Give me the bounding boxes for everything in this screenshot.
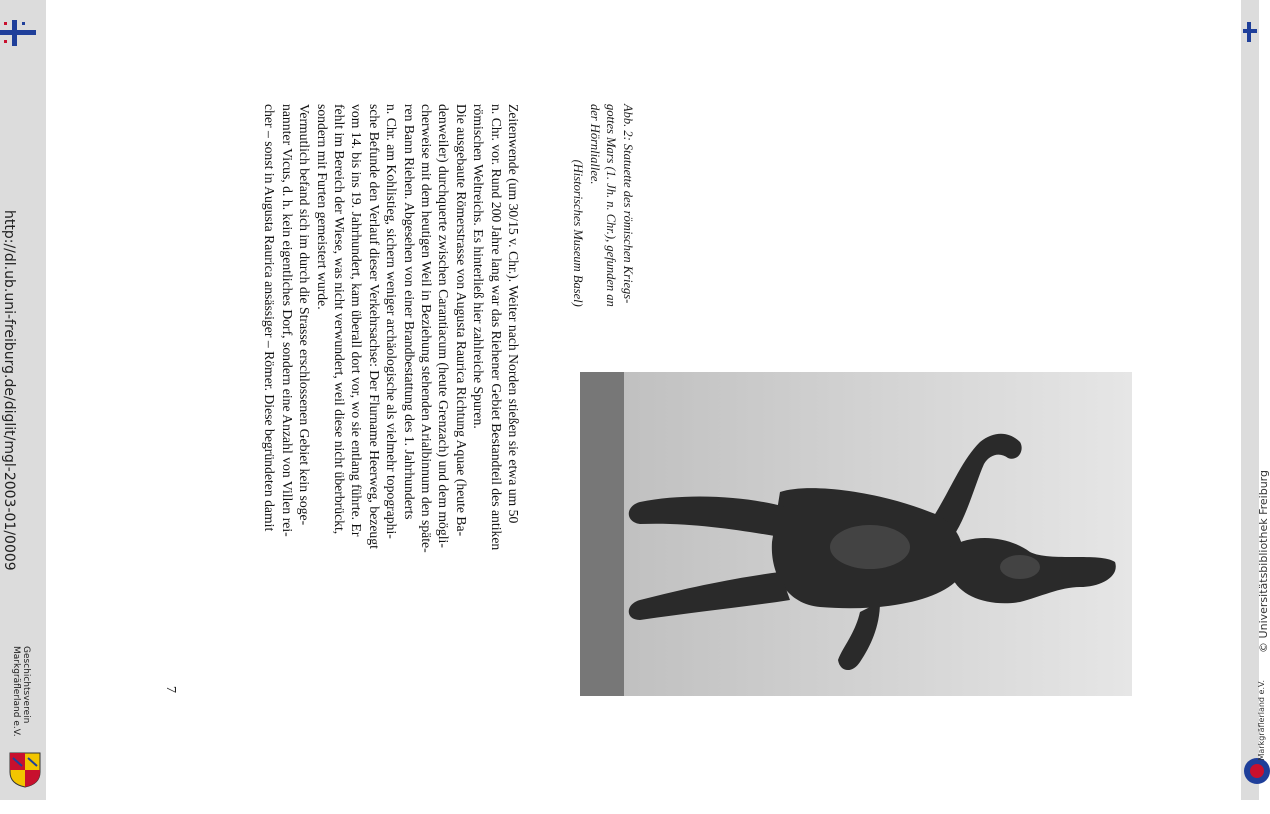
right-margin-copyright: © Universitätsbibliothek Freiburg bbox=[1257, 470, 1270, 653]
statuette-figure-icon bbox=[580, 372, 1132, 696]
right-margin-seal-icon bbox=[1243, 756, 1257, 786]
text-line: n. Chr. am Kohlistieg, sichern weniger archäologische als vielmehr topographi- bbox=[384, 104, 400, 539]
society-name bbox=[11, 646, 31, 737]
article-body bbox=[261, 104, 522, 694]
right-margin-logo-icon bbox=[1243, 20, 1257, 44]
society-name-line1: Geschichtsverein bbox=[21, 646, 31, 724]
coat-of-arms-icon bbox=[9, 752, 41, 788]
mars-statuette-photo bbox=[580, 372, 1132, 696]
text-line: Zeitenwende (um 30/15 v. Chr.). Weiter nach Norden stießen sie etwa um 50 bbox=[506, 104, 521, 524]
text-line: Vermutlich befand sich im durch die Strasse erschlossenen Gebiet kein soge- bbox=[297, 104, 313, 526]
text-line: cherweise mit dem heutigen Weil in Beziehung stehenden Arialbinnum den späte- bbox=[418, 104, 434, 553]
text-line: sondern mit Furten gemeistert wurde. bbox=[314, 104, 330, 310]
text-line: nannter Vicus, d. h. kein eigentliches Dorf, sondern eine Anzahl von Villen rei- bbox=[279, 104, 295, 537]
caption-line: gottes Mars (1. Jh. n. Chr.), gefunden an bbox=[604, 104, 619, 307]
society-name-line2: Markgräflerland e.V. bbox=[11, 646, 21, 737]
caption-line: Abb. 2: Statuette des römischen Kriegs- bbox=[621, 104, 635, 304]
text-line: cher – sonst in Augusta Raurica ansässiger – Römer. Diese begründeten damit bbox=[262, 104, 278, 532]
text-line: denweiler) durchquerte zwischen Carantiacum (heute Grenzach) und dem mögli- bbox=[436, 104, 452, 548]
text-line: vom 14. bis ins 19. Jahrhundert, kam überall dort vor, wo sie entlang führte. Er bbox=[349, 104, 365, 537]
caption-line: der Hörnliallee. bbox=[588, 104, 602, 185]
right-margin-society: Markgräflerland e.V. bbox=[1257, 680, 1266, 761]
text-line: n. Chr. vor. Rund 200 Jahre lang war das Riehener Gebiet Bestandteil des antiken bbox=[488, 104, 504, 551]
document-url[interactable]: http://dl.ub.uni-freiburg.de/diglit/mgl-2003-01/0009 bbox=[1, 210, 17, 571]
caption-credit: (Historisches Museum Basel) bbox=[571, 159, 586, 307]
text-line: römischen Weltreichs. Es hinterließ hier zahlreiche Spuren. bbox=[471, 104, 487, 429]
figure-caption bbox=[570, 104, 636, 307]
text-line: Die ausgebaute Römerstrasse von Augusta Raurica Richtung Aquae (heute Ba- bbox=[453, 104, 469, 537]
text-line: fehlt im Bereich der Wiese, was nicht verwundert, weil diese nicht überbrückt, bbox=[331, 104, 347, 535]
library-logo-icon bbox=[0, 18, 40, 48]
text-line: ren Bann Riehen. Abgesehen von einer Brandbestattung des 1. Jahrhunderts bbox=[401, 104, 417, 520]
text-line: sche Befunde den Verlauf dieser Verkehrsachse: Der Flurname Heerweg, bezeugt bbox=[366, 104, 382, 549]
page-number: 7 bbox=[163, 686, 178, 693]
